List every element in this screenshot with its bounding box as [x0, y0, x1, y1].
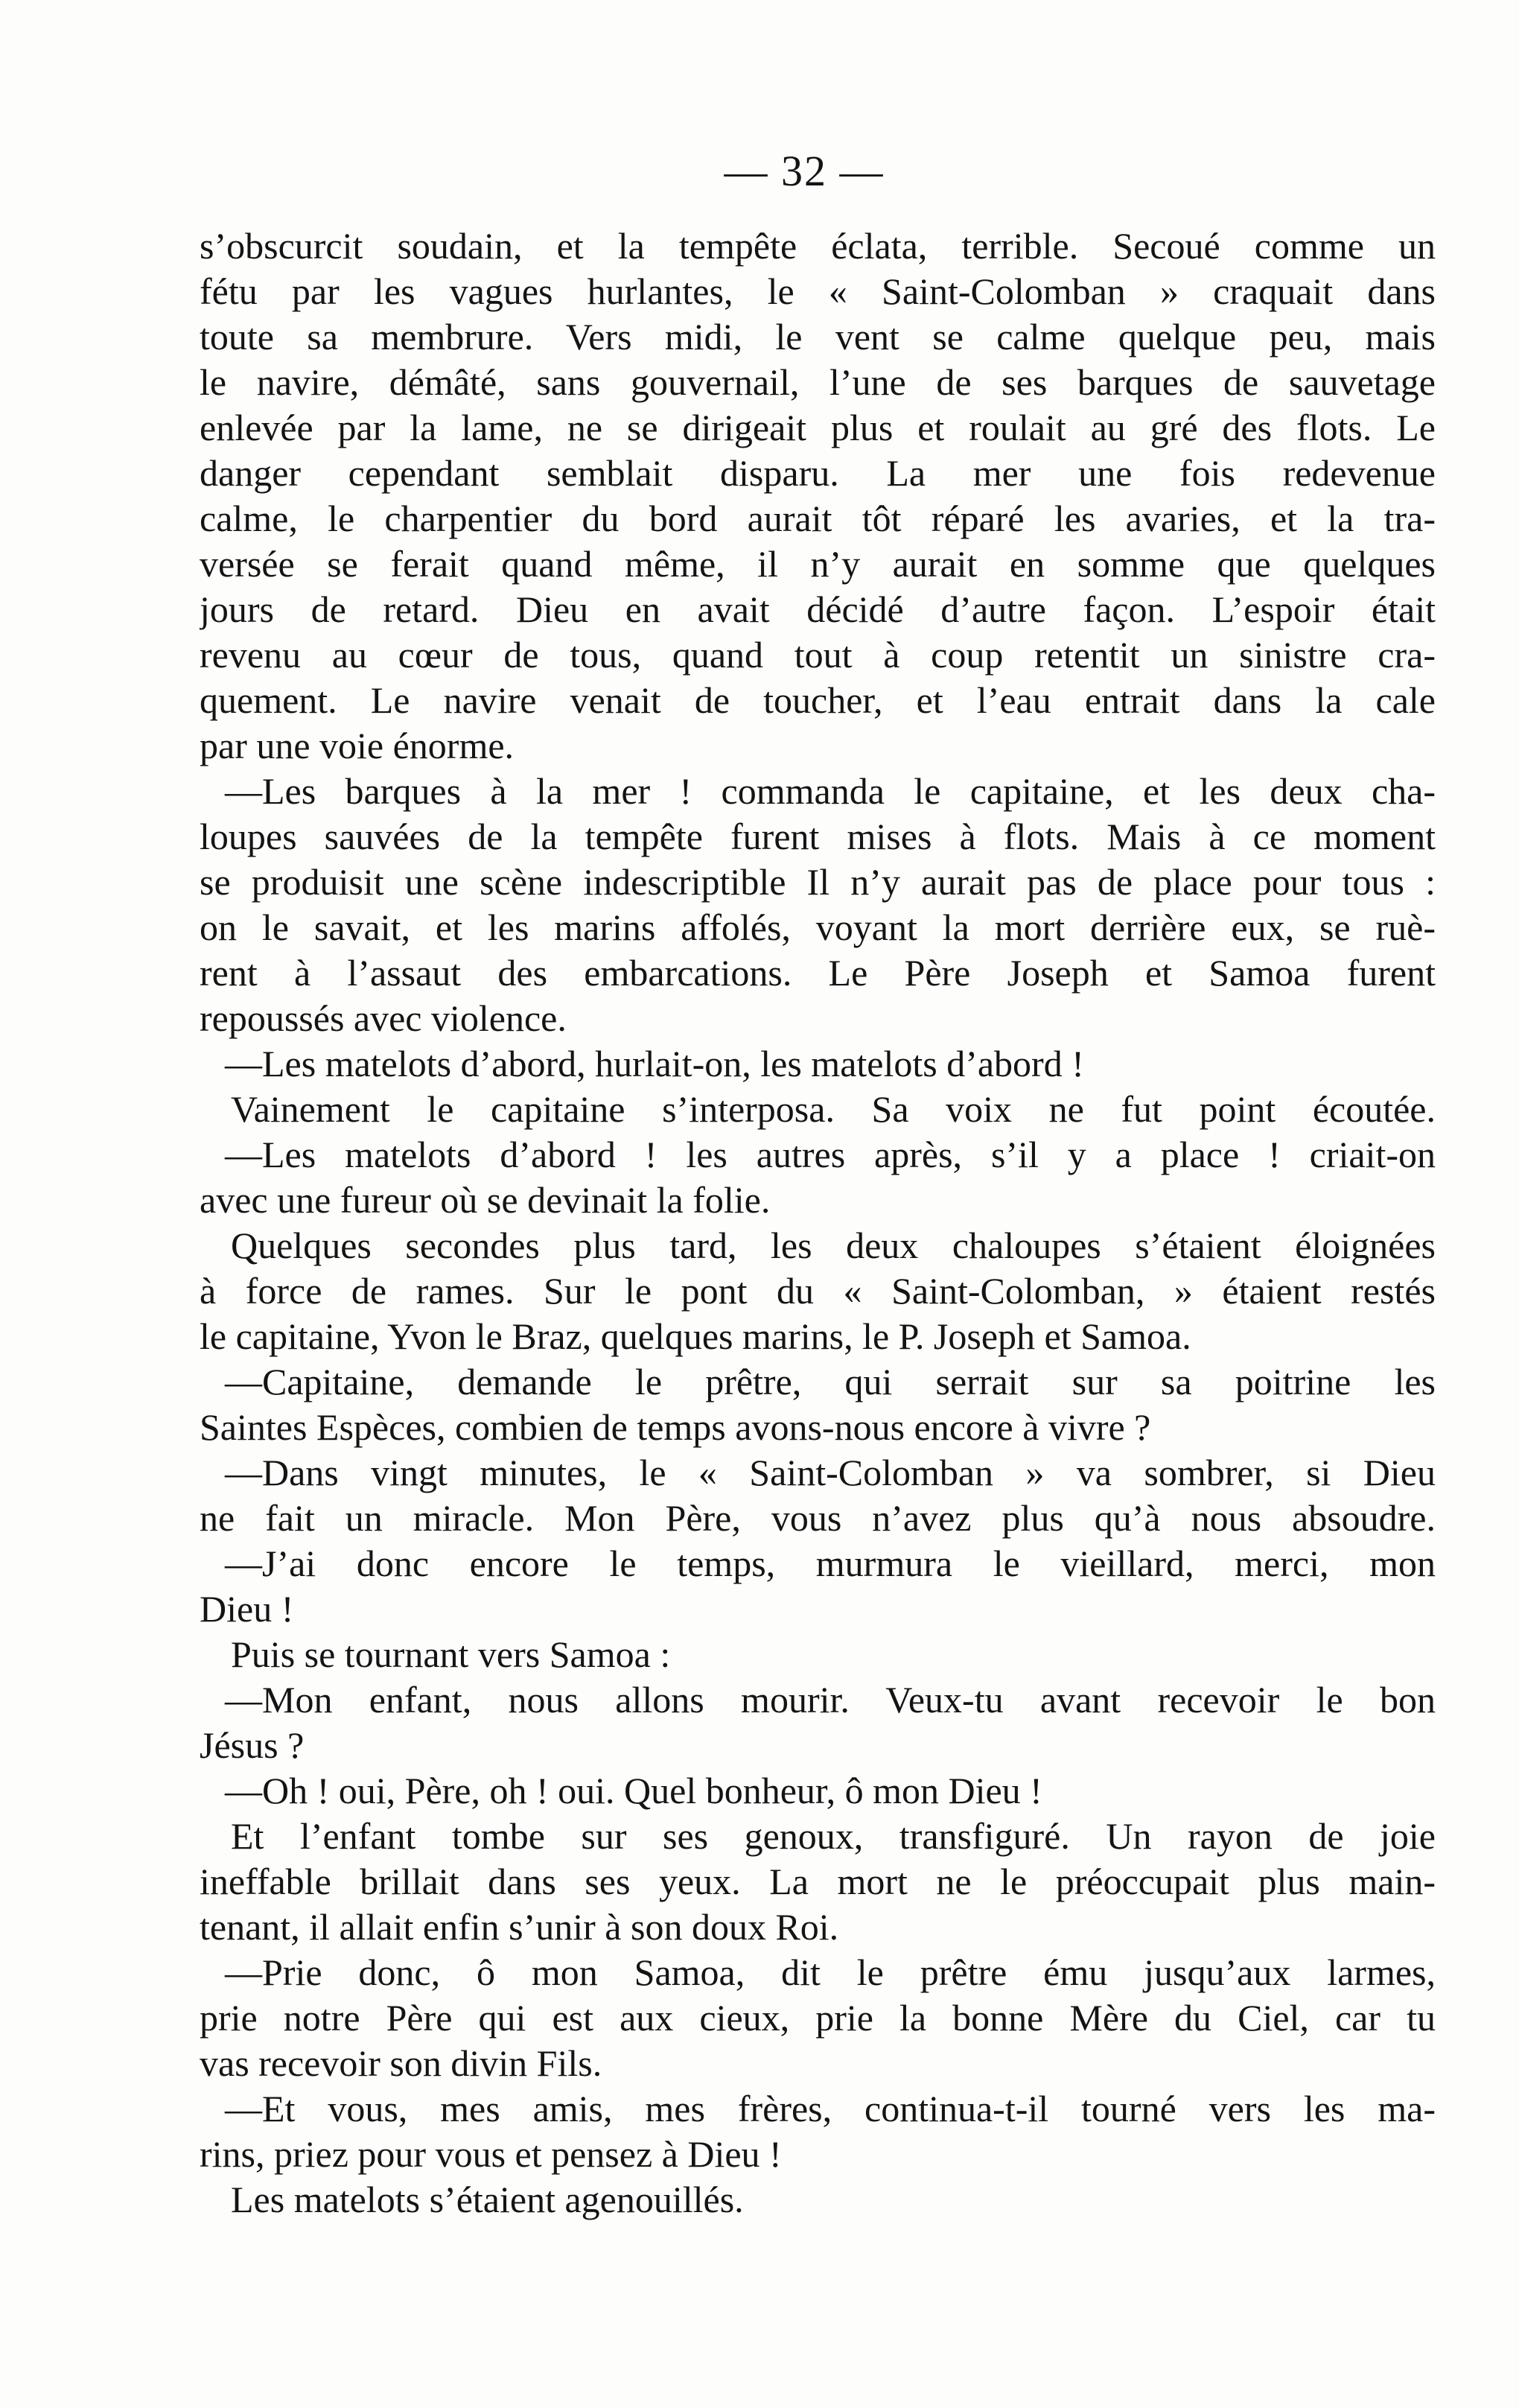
- text-line: le navire, démâté, sans gouvernail, l’une de ses barques de sauvetage: [200, 361, 1436, 403]
- text-line: avec une fureur où se devinait la folie.: [200, 1179, 771, 1221]
- text-line: vas recevoir son divin Fils.: [200, 2042, 602, 2084]
- text-line: calme, le charpentier du bord aurait tôt réparé les avaries, et la tra-: [200, 498, 1436, 539]
- text-line: —Prie donc, ô mon Samoa, dit le prêtre ému jusqu’aux larmes,: [225, 1951, 1436, 1993]
- text-line: Quelques secondes plus tard, les deux chaloupes s’étaient éloignées: [231, 1224, 1436, 1266]
- text-line: —Mon enfant, nous allons mourir. Veux-tu avant recevoir le bon: [225, 1679, 1436, 1721]
- text-line: —Et vous, mes amis, mes frères, continua-t-il tourné vers les ma-: [225, 2088, 1436, 2129]
- text-line: —J’ai donc encore le temps, murmura le vieillard, merci, mon: [225, 1543, 1436, 1584]
- body-text: [200, 223, 1436, 2223]
- text-line: tenant, il allait enfin s’unir à son doux Roi.: [200, 1906, 839, 1948]
- text-line: versée se ferait quand même, il n’y aurait en somme que quelques: [200, 543, 1436, 585]
- text-line: danger cependant semblait disparu. La mer une fois redevenue: [200, 452, 1436, 494]
- text-line: Et l’enfant tombe sur ses genoux, transfiguré. Un rayon de joie: [231, 1815, 1436, 1857]
- text-line: Puis se tournant vers Samoa :: [231, 1633, 671, 1675]
- text-line: —Les barques à la mer ! commanda le capitaine, et les deux cha-: [225, 770, 1436, 812]
- text-line: repoussés avec violence.: [200, 997, 567, 1039]
- text-line: s’obscurcit soudain, et la tempête éclata, terrible. Secoué comme un: [200, 225, 1436, 267]
- text-line: loupes sauvées de la tempête furent mises à flots. Mais à ce moment: [200, 816, 1436, 857]
- text-line: quement. Le navire venait de toucher, et l’eau entrait dans la cale: [200, 679, 1436, 721]
- text-line: Dieu !: [200, 1588, 294, 1630]
- text-line: Jésus ?: [200, 1724, 305, 1766]
- text-line: prie notre Père qui est aux cieux, prie la bonne Mère du Ciel, car tu: [200, 1997, 1436, 2039]
- text-line: ineffable brillait dans ses yeux. La mort ne le préoccupait plus main-: [200, 1861, 1436, 1902]
- text-line: rins, priez pour vous et pensez à Dieu !: [200, 2133, 782, 2175]
- text-line: fétu par les vagues hurlantes, le « Saint-Colomban » craquait dans: [200, 270, 1436, 312]
- text-line: se produisit une scène indescriptible Il n’y aurait pas de place pour tous :: [200, 861, 1436, 903]
- text-line: enlevée par la lame, ne se dirigeait plus et roulait au gré des flots. Le: [200, 407, 1436, 448]
- text-line: à force de rames. Sur le pont du « Saint-Colomban, » étaient restés: [200, 1270, 1436, 1312]
- text-line: Vainement le capitaine s’interposa. Sa voix ne fut point écoutée.: [231, 1088, 1436, 1130]
- text-line: —Les matelots d’abord ! les autres après, s’il y a place ! criait-on: [225, 1134, 1436, 1175]
- text-line: ne fait un miracle. Mon Père, vous n’avez plus qu’à nous absoudre.: [200, 1497, 1436, 1539]
- text-line: —Oh ! oui, Père, oh ! oui. Quel bonheur, ô mon Dieu !: [225, 1770, 1042, 1811]
- text-line: —Capitaine, demande le prêtre, qui serrait sur sa poitrine les: [225, 1361, 1436, 1402]
- text-line: le capitaine, Yvon le Braz, quelques marins, le P. Joseph et Samoa.: [200, 1315, 1191, 1357]
- text-line: on le savait, et les marins affolés, voyant la mort derrière eux, se ruè-: [200, 906, 1436, 948]
- text-line: Les matelots s’étaient agenouillés.: [231, 2179, 744, 2220]
- text-line: jours de retard. Dieu en avait décidé d’autre façon. L’espoir était: [200, 588, 1436, 630]
- text-line: par une voie énorme.: [200, 725, 515, 766]
- text-line: Saintes Espèces, combien de temps avons-nous encore à vivre ?: [200, 1406, 1151, 1448]
- text-line: rent à l’assaut des embarcations. Le Père Joseph et Samoa furent: [200, 952, 1436, 994]
- page-number: — 32 —: [724, 147, 885, 195]
- text-line: toute sa membrure. Vers midi, le vent se calme quelque peu, mais: [200, 316, 1436, 358]
- text-line: —Les matelots d’abord, hurlait-on, les matelots d’abord !: [225, 1043, 1084, 1084]
- text-line: —Dans vingt minutes, le « Saint-Colomban » va sombrer, si Dieu: [225, 1452, 1436, 1493]
- text-line: revenu au cœur de tous, quand tout à coup retentit un sinistre cra-: [200, 634, 1436, 676]
